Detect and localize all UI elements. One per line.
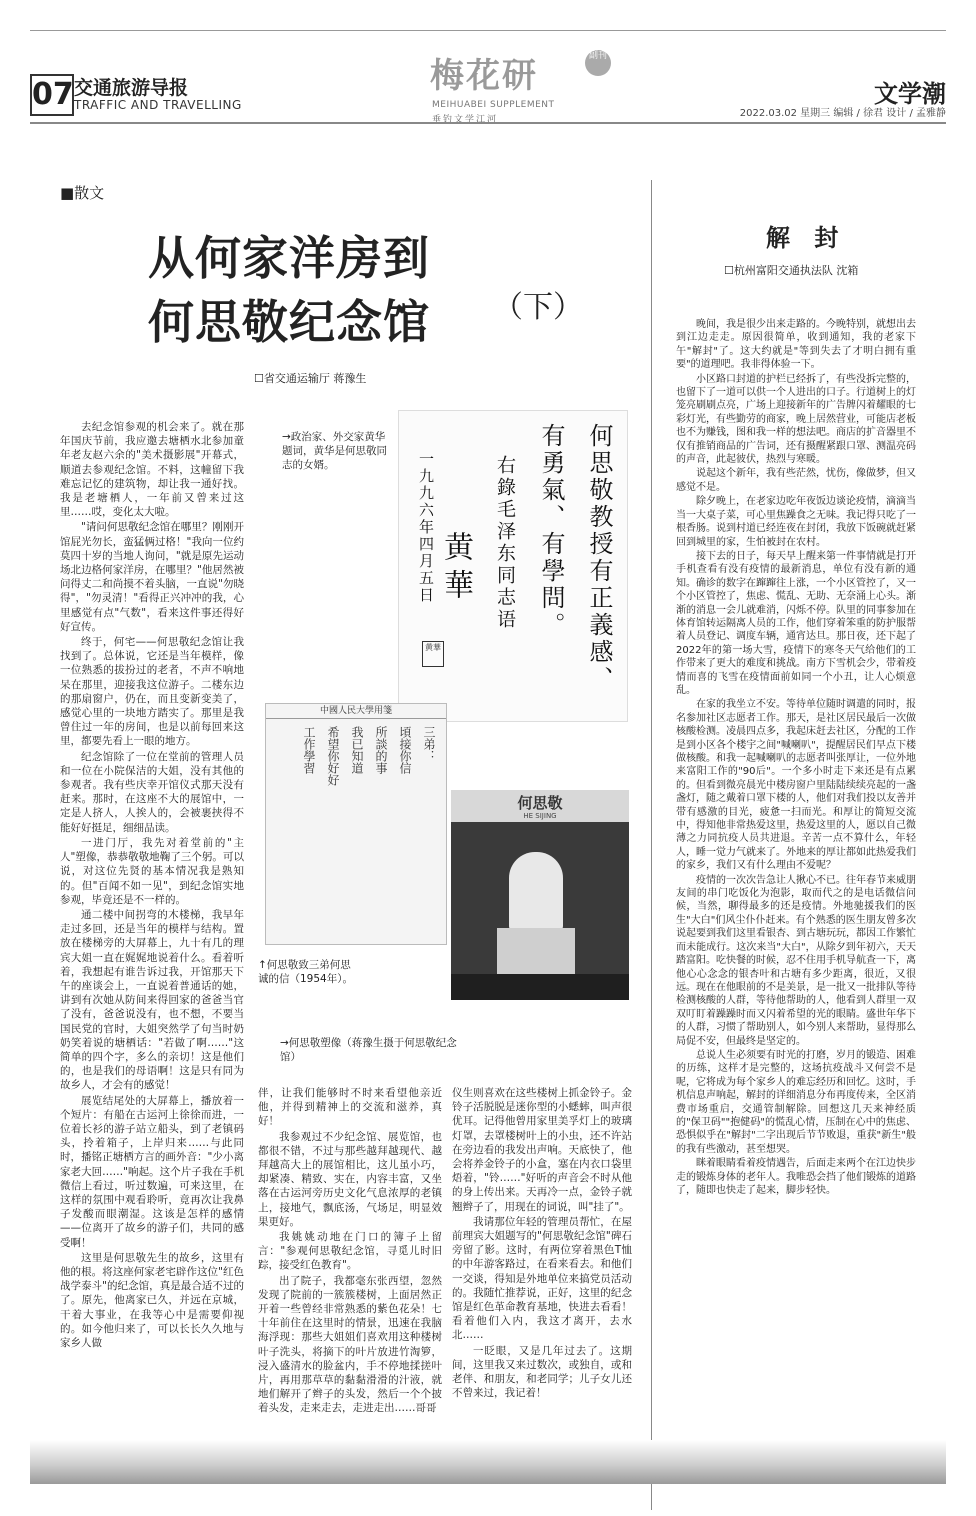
article-byline: ☐省交通运输厅 蒋豫生: [254, 372, 367, 385]
article-column-3: [452, 1086, 632, 1401]
page-number: 07: [30, 74, 74, 116]
photo-sign: 何思敬: [451, 790, 629, 822]
dateline: 2022.03.02 星期三 编辑 / 徐君 设计 / 孟雅静: [739, 108, 946, 119]
paragraph: 去纪念馆参观的机会来了。就在那年国庆节前，我应邀去塘栖水北参加童年老友赵六余的"美术摄影展"开幕式，顺道去参观纪念馆。不料，这幢留下我难忘记忆的建筑物，却让我一通好找。我是老塘栖人，一年前又曾来过这里……哎，变化太大啦。: [60, 421, 244, 519]
statue-pedestal: [497, 928, 575, 974]
paragraph: 眯着眼睛看着疫情遇告，后面走来两个在江边快步走的锻炼身体的老年人。我唯恐会挡了他们锻炼的道路了，随即也快走了起来，脚步轻快。: [676, 1158, 916, 1196]
column-divider: [651, 180, 652, 1510]
paragraph: 伴，让我们能够时不时来看望他亲近他，并得到精神上的交流和滋养，真好！: [258, 1087, 442, 1128]
letter-line: 頃接你信: [398, 726, 412, 774]
photo-sign-en: HE SIJING: [523, 812, 557, 820]
paragraph: 终于，何宅——何思敬纪念馆让我找到了。总体说，它还是当年模样，像一位熟悉的拔扮过的老者，不声不响地呆在那里，迎接我这位游子。二楼东边的那扇窗户，仍在，而且变新变美了，感觉心里的一块地方踏实了。那里是我曾住过一年的房间，也是以前每回来这里，都要先看上一眼的地方。: [60, 636, 244, 748]
article-genre: ■散文: [60, 184, 105, 202]
photo-caption: →何思敬塑像（蒋豫生摄于何思敬纪念馆）: [280, 1037, 457, 1063]
paragraph: 说起这个新年，我有些茫然，忧伤，像做梦，但又感觉不是。: [676, 468, 916, 493]
letter-image: [265, 703, 447, 945]
paragraph: 疫情的一次次告急让人揪心不已。往年春节来威朋友间的串门吃饭化为泡影，取而代之的是电话微信问候，当然，聊得最多的还是疫情。外地驰援我们的医生"大白"们风尘仆仆赶来。有个熟悉的医生朋友曾多次说起要到我们这里看银杏、到古塘玩玩，都因工作繁忙而未能成行。这次来当"大白"，从除夕到年初六，天天踏富阳。吃快餐的时候，忍不住用手机导航查一下，离他心心念念的银杏叶和古塘有多少距离，很近，又很远。现在在他眼前的不是美景，是一批又一批排队等待检测核酸的人群，等待他帮助的人，他看到人群里一双双叮盯着躁躁时而又闪着希望的光的眼睛。盛世年华下的人群，习惯了帮助别人，如今别人来帮助，显得那么局促不安，但最终是坚定的。: [676, 874, 916, 1047]
letter-line: 工作學習: [302, 726, 316, 774]
article-column-2: [258, 1086, 442, 1417]
letter-line: 希望你好好: [326, 726, 340, 786]
paragraph: 接下去的日子，每天早上醒来第一件事情就是打开手机查看有没有疫情的最新消息，单位有没有新的通知。确诊的数字在蹿蹿往上涨，一个小区管控了，又一个小区管控了，焦虑、慌乱、无助、无奈涌上心头。渐渐的消息一会儿就难消，闪烁不停。队里的同事参加在体育馆转运隔离人员的工作，他们穿着笨重的防护服帮着人员登记、调度车辆，通宵达旦。那日夜，还下起了2022年的第一场大雪，疫情下的寒冬天气给他们的工作带来了更大的难度和挑战。南方下雪机会少，带着疫情而喜的飞雪在疫情面前如同一个小丑，让人心烦意乱。: [676, 550, 916, 696]
paragraph: 我姚姚动地在门口的簿子上留言："参观何思敬纪念馆，寻觅儿时旧踪，接受红色教育"。: [258, 1231, 442, 1272]
calligraphy-date: 一九九六年四月五日: [417, 451, 435, 604]
paragraph: 晚间，我是很少出来走路的。今晚特别，就想出去到江边走走。原因很简单，收到通知，我的老家下午"解封"了。这大约就是"等到失去了才明白拥有重要"的道理吧。我非得体验一下。: [676, 319, 916, 371]
letter-letterhead: 中國人民大學用箋: [266, 704, 446, 719]
letter-caption: ↑何思敬致三弟何思诚的信（1954年）。: [258, 959, 353, 985]
statue-figure: [509, 852, 563, 932]
article-title-line1: 从何家洋房到: [148, 231, 430, 285]
calligraphy-line: 右錄毛泽东同志语: [494, 455, 516, 631]
article-title: [148, 226, 430, 354]
letter-line: 我已知道: [350, 726, 364, 774]
sidebar-byline: ☐杭州富阳交通执法队 沈箱: [724, 264, 859, 277]
page-bottom-shade: [30, 1440, 946, 1484]
paragraph: 出了院子，我都毫东张西望，忽然发现了院前的一簇簇楼树，上面居然正开着一些曾经非常熟悉的紫色花朵！七十年前住在这里时的情景，迅速在我脑海浮现：那些大姐姐们喜欢用这种楼树叶子洗头，将摘下的叶片放进竹淘箩，浸入盛清水的脸盆内，手不停地揉搓叶片，再用那草草的黏黏滑滑的汁液，就地们解开了辫子的头发，然后一个个披着头发，走来走去，走进走出……哥哥: [258, 1274, 442, 1415]
paragraph: 在家的我坐立不安。等待单位随时调遣的同时，报名参加社区志愿者工作。那天，是社区居民最后一次做核酸检测。凌晨四点多，我起床赶去社区，分配的工作是到小区各个楼宇之间"喊喇叭"，提醒居民们早点下楼做核酸。和我一起喊喇叭的志愿者叫张厚让，一位外地来富阳工作的"90后"。一个多小时走下来还是有点累的。但看到微亮晨光中楼房窗户里陆陆续续亮起的一盏盏灯，随之戴着口罩下楼的人，他们对我们投以友善并带有感激的目光，疲惫一扫而光。和厚让的简短交流中，得知他非常热爱这里，热爱这里的人，愿以自己微薄之力同抗疫人员共进退。辛苦一点不算什么，年轻人，睡一觉力气就来了。外地来的厚让都如此热爱我们的家乡，我们又有什么理由不爱呢？: [676, 699, 916, 872]
letter-line: 所談的事: [374, 726, 388, 774]
masthead-title: 梅花研: [430, 56, 538, 96]
calligraphy-image: [398, 410, 628, 722]
statue-photo: [451, 790, 629, 1000]
paragraph: "请问何思敬纪念馆在哪里？刚刚开馆屁光勿长，蛮猛俩过格！"我向一位约莫四十岁的当地人询问，"就是原先运动场北边格何家洋房，在哪里？"他居然被问得丈二和尚摸不着头脑，一直说"勿晓得"，"勿灵清！"看得正兴冲冲的我，心里感觉有点"气数"，看来这件事还得好好宣传。: [60, 521, 244, 633]
paragraph: 总说人生必须要有时光的打磨，岁月的锻造、困难的历练，这样才是完整的，这场抗疫战斗又何尝不是呢，它将成为每个家乡人的难忘经历和回忆。这时，手机信息声响起，解封的详细消息分布再度传来，全区消费市场重启，交通管制解除。回想这几天来神经质的"保卫码""抱健码"的慌乱心情，压制在心中的焦虑、恐惧似乎在"解封"二字出现后节节败退，重获"新生"般的我有些激动，甚至想哭。: [676, 1049, 916, 1155]
masthead-seal: 副刊: [585, 50, 611, 76]
paragraph: 除夕晚上，在老家边吃年夜饭边谈论疫情，滴滴当当一大桌子菜，可心里焦躁食之无味。我记得只吃了一根香肠。说到村道已经连夜在封闭，我放下饭碗就赶紧回到城里的家，生怕被封在农村。: [676, 496, 916, 548]
masthead-sub: 垂钓文学江河: [432, 115, 499, 125]
letter-line: 三弟：: [422, 726, 436, 762]
paragraph: 通二楼中间拐弯的木楼梯，我早年走过多回，还是当年的模样与结构。置放在楼梯旁的大屏幕上，九十有几的理宾大姐一直在娓娓地说着什么。看着听着，我想起有谁告诉过我，开馆那天下午的座谈会上，一直说着普通话的她，讲到有次她从防间来得回家的爸爸当官了没有，爸爸说没有，也不想，不要当国民党的官时，大姐突然学了句当时奶奶笑着说的塘栖话："若做了啊……"这简单的四个字，多么的亲切！这是他们的，也是我们的母语啊！这是只有同为故乡人，才会有的感觉！: [60, 908, 244, 1092]
paragraph: 这里是何思敬先生的故乡，这里有他的根。将这座何家老宅辟作这位"红色战学泰斗"的纪念馆，真是最合适不过的了。原先，他离家已久，并远在京城，干着大事业，在我等心中是需要仰视的。如今他归来了，可以长长久久地与家乡人做: [60, 1251, 244, 1349]
header-rule: [30, 122, 946, 124]
article-title-line2: 何思敬纪念馆: [148, 295, 430, 349]
calligraphy-caption: →政治家、外交家黄华题词，黄华是何思敬同志的女婿。: [282, 431, 387, 471]
paragraph: 我参观过不少纪念馆、展览馆，也都很不错，不过与那些越拜越现代、越拜越高大上的展馆相比，这儿虽小巧，却紧凑、精致、实在，内容丰富，又坐落在古运河旁历史文化气息浓厚的老镇上，接地气，飘底汤，气场足，明显效果更好。: [258, 1130, 442, 1228]
masthead: [430, 48, 630, 128]
paragraph: 一眨眼，又是几年过去了。这期间，这里我又来过数次，或独自，或和老伴、和朋友，和老同学；儿子女儿还不曾来过，我记着！: [452, 1344, 632, 1400]
section-title: 交通旅游导报: [74, 77, 189, 99]
column-name: 文学潮: [874, 80, 946, 108]
section-title-en: TRAFFIC AND TRAVELLING: [74, 98, 242, 112]
masthead-en: MEIHUABEI SUPPLEMENT: [432, 100, 555, 110]
paragraph: 仪生则喜欢在这些楼树上抓金铃子。金铃子活脱脱是迷你型的小蟋蟀，叫声很优耳。记得他曾用家里美孚灯上的玻璃灯罩，去罩楼树叶上的小虫，还不许站在旁边看的我发出声响。天底快了，他会将养金铃子的小盒，塞在内衣口袋里焐着，"铃……"好听的声音会不时从他的身上传出来。天再冷一点，金铃子就翘辫子了，用现在的词说，叫"挂了"。: [452, 1087, 632, 1213]
calligraphy-signature: 黄華: [438, 531, 473, 607]
seal-stamp: 黄華: [422, 641, 444, 667]
sidebar-title: 解 封: [766, 224, 847, 252]
top-rule: [30, 30, 946, 31]
calligraphy-line: 何思敬教授有正義感、: [585, 423, 613, 693]
photo-floor: [451, 974, 629, 1000]
paragraph: 一进门厅，我先对着堂前的"主人"塑像，恭恭敬敬地鞠了三个躬。可以说，对这位先贤的基本情况我是熟知的。但"百闻不如一见"，到纪念馆实地参观，毕竟还是不一样的。: [60, 836, 244, 906]
paragraph: 纪念馆除了一位在堂前的管理人员和一位在小院保洁的大姐，没有其他的参观者。我有些庆幸开馆仪式那天没有赶来。那时，在这座不大的展馆中，一定是人挤人，人挨人的，会被裹挟得不能好好挺足，细细品读。: [60, 750, 244, 834]
paragraph: 我请那位年轻的管理员帮忙，在屋前理宾大姐题写的"何思敬纪念馆"碑石旁留了影。这时，有两位穿着黑色T恤的中年游客路过，在看来看去。和他们一交谈，得知是外地单位来搞党员活动的。我随忙推荐说，正好，这里的纪念馆是红色革命教育基地，快进去看看！看着他们入内，我这才离开，去水北……: [452, 1215, 632, 1342]
sidebar-body: [676, 318, 916, 1198]
article-column-1: [60, 420, 244, 1351]
paragraph: 展览结尾处的大屏幕上，播放着一个短片：有船在古运河上徐徐而进，一位着长衫的游子站立船头，到了老镇码头，拎着箱子，上岸归来……与此同时，播铭正塘栖方言的画外音："少小离家老大回……"响起。这个片子我在手机微信上看过，听过数遍，可来这里，在这样的氛围中观看聆听，竟再次让我鼻子发酸而眼潮湿。这该是怎样的感情——位离开了故乡的游子们，共同的感受啊！: [60, 1094, 244, 1249]
calligraphy-line: 有勇氣、有學問。: [537, 423, 565, 639]
paragraph: 小区路口封道的护栏已经拆了，有些没拆完整的，也留下了一道可以供一个人进出的口子。行道树上的灯笼亮刷刷点亮，广场上迎接新年的广告牌闪着耀眼的七彩灯光，有些勤劳的商家，晚上居然营业，可能店老板也不为赚钱，图和我一样的想法吧。商店的扩音器里不仅有推销商品的广告词，还有摄醒紧跟口罩、测温亮码的声音，此起彼伏，热烈与寒暖。: [676, 373, 916, 466]
article-title-part: （下）: [493, 290, 583, 325]
